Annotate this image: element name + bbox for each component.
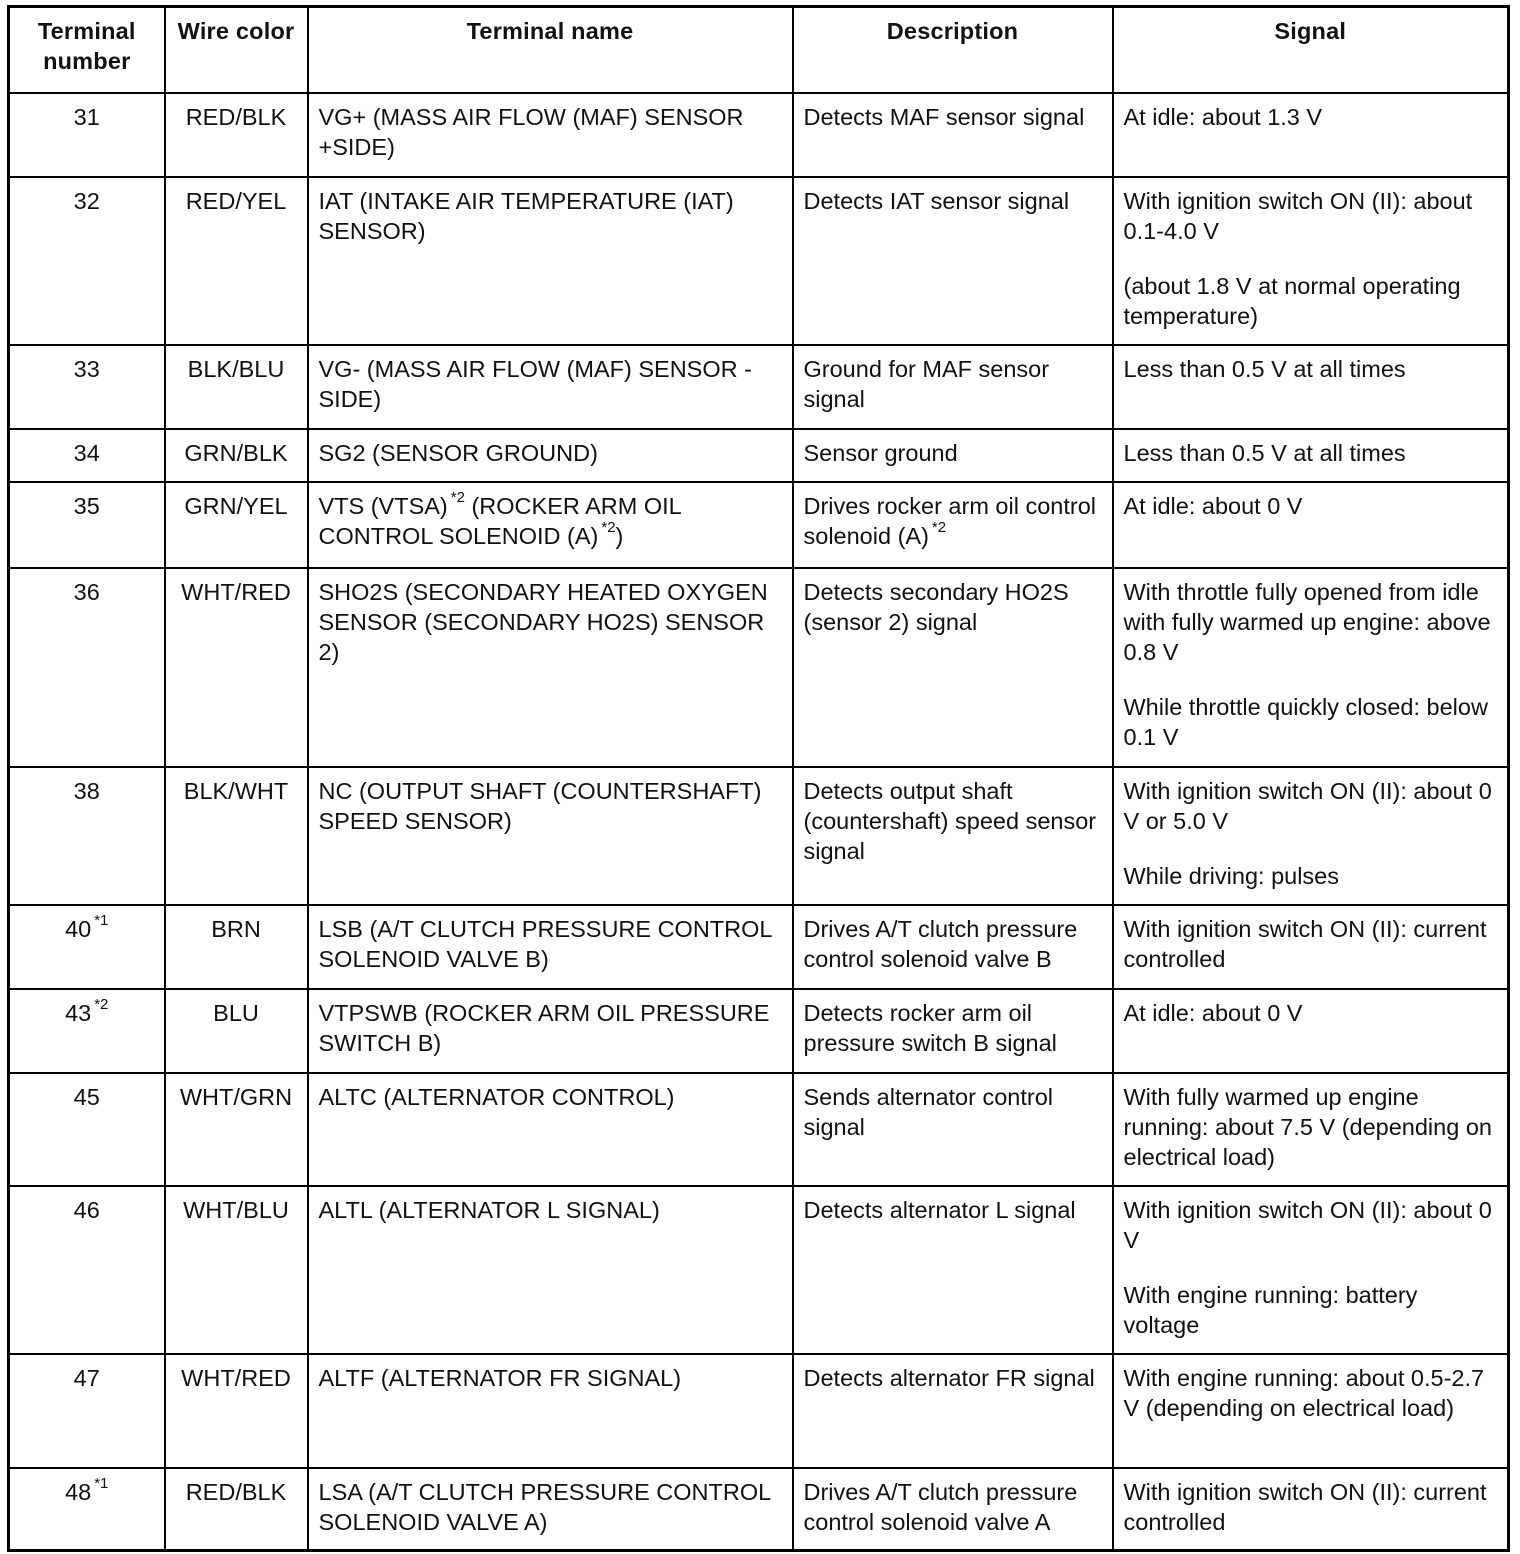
terminal-number-cell [9,905,165,989]
wire-color-cell: BLK/BLU [165,345,308,429]
terminal-number: 48 [65,1479,92,1505]
terminal-name-cell: SHO2S (SECONDARY HEATED OXYGEN SENSOR (SECONDARY HO2S) SENSOR 2) [308,568,793,767]
terminal-number: 36 [73,579,100,605]
signal-text: With fully warmed up engine running: about 7.5 V (depending on electrical load) [1123,1084,1492,1170]
terminal-number: 34 [73,440,100,466]
terminal-name-text: VTS (VTSA) [318,493,448,519]
signal-text: With ignition switch ON (II): about 0 V or 5.0 V [1123,778,1492,834]
wire-color-cell: BRN [165,905,308,989]
signal-cell [1113,429,1509,482]
table-row [9,1186,1509,1354]
table-row [9,568,1509,767]
footnote-marker: *2 [94,996,109,1013]
signal-cell [1113,1354,1509,1468]
table-row [9,345,1509,429]
signal-cell [1113,93,1509,177]
signal-cell [1113,905,1509,989]
signal-text: With throttle fully opened from idle with fully warmed up engine: above 0.8 V [1123,579,1491,665]
terminal-name-cell: VG+ (MASS AIR FLOW (MAF) SENSOR +SIDE) [308,93,793,177]
signal-text: With engine running: battery voltage [1123,1282,1418,1338]
signal-cell [1113,345,1509,429]
terminal-number-cell [9,767,165,905]
signal-text: (about 1.8 V at normal operating temperature) [1123,273,1461,329]
terminal-number-cell [9,568,165,767]
footnote-marker: *1 [94,1475,109,1492]
wire-color-cell: RED/BLK [165,1468,308,1550]
terminal-number-cell [9,93,165,177]
description-cell: Drives A/T clutch pressure control solenoid valve A [793,1468,1113,1550]
terminal-name-cell [308,482,793,568]
description-cell: Detects MAF sensor signal [793,93,1113,177]
signal-cell [1113,767,1509,905]
terminal-name-text: ) [615,523,624,549]
signal-cell [1113,482,1509,568]
terminal-number: 32 [73,188,100,214]
description-cell: Ground for MAF sensor signal [793,345,1113,429]
description-cell: Detects alternator L signal [793,1186,1113,1354]
description-cell: Detects rocker arm oil pressure switch B signal [793,989,1113,1073]
signal-text: With ignition switch ON (II): about 0 V [1123,1197,1492,1253]
terminal-number: 31 [73,104,100,130]
description-cell: Sensor ground [793,429,1113,482]
terminal-number-cell [9,429,165,482]
header-terminal-number: Terminal number [9,7,165,94]
header-wire-color: Wire color [165,7,308,94]
signal-cell [1113,989,1509,1073]
signal-text: With ignition switch ON (II): current controlled [1123,1479,1487,1535]
description-cell: Detects secondary HO2S (sensor 2) signal [793,568,1113,767]
signal-text: At idle: about 0 V [1123,1000,1303,1026]
wire-color-cell: RED/BLK [165,93,308,177]
terminal-number: 43 [65,1000,92,1026]
terminal-name-cell: NC (OUTPUT SHAFT (COUNTERSHAFT) SPEED SENSOR) [308,767,793,905]
terminal-number-cell [9,177,165,345]
table-row [9,93,1509,177]
terminal-name-cell: ALTL (ALTERNATOR L SIGNAL) [308,1186,793,1354]
terminal-number-cell [9,1354,165,1468]
terminal-number: 47 [73,1365,100,1391]
signal-text: Less than 0.5 V at all times [1123,440,1406,466]
terminal-number: 33 [73,356,100,382]
table-row [9,482,1509,568]
terminal-number-cell [9,1468,165,1550]
table-row [9,989,1509,1073]
table-row [9,1073,1509,1186]
header-signal: Signal [1113,7,1509,94]
terminal-name-text: (ROCKER ARM OIL CONTROL SOLENOID (A) [318,493,681,549]
description-text: Drives rocker arm oil control solenoid (A) [803,493,1097,549]
description-cell: Drives A/T clutch pressure control solenoid valve B [793,905,1113,989]
description-cell [793,482,1113,568]
terminal-table [7,5,1510,1552]
wire-color-cell: WHT/RED [165,568,308,767]
signal-text: With engine running: about 0.5-2.7 V (depending on electrical load) [1123,1365,1485,1421]
wire-color-cell: WHT/RED [165,1354,308,1468]
signal-cell [1113,1186,1509,1354]
signal-text: While driving: pulses [1123,863,1340,889]
terminal-number: 38 [73,778,100,804]
terminal-name-cell: IAT (INTAKE AIR TEMPERATURE (IAT) SENSOR) [308,177,793,345]
signal-text: With ignition switch ON (II): current controlled [1123,916,1487,972]
table-row [9,429,1509,482]
terminal-name-cell: LSA (A/T CLUTCH PRESSURE CONTROL SOLENOID VALVE A) [308,1468,793,1550]
terminal-number: 40 [65,916,92,942]
wire-color-cell: GRN/BLK [165,429,308,482]
table-header-row [9,7,1509,94]
table-row [9,905,1509,989]
wire-color-cell: BLU [165,989,308,1073]
terminal-number-cell [9,482,165,568]
table-row [9,767,1509,905]
signal-cell [1113,1468,1509,1550]
signal-text: While throttle quickly closed: below 0.1 V [1123,694,1488,750]
terminal-table-sheet [7,5,1507,1552]
wire-color-cell: BLK/WHT [165,767,308,905]
signal-text: At idle: about 1.3 V [1123,104,1323,130]
footnote-marker: *2 [450,489,465,506]
footnote-marker: *1 [94,912,109,929]
terminal-name-cell: VTPSWB (ROCKER ARM OIL PRESSURE SWITCH B) [308,989,793,1073]
signal-text: With ignition switch ON (II): about 0.1-4.0 V [1123,188,1473,244]
terminal-name-cell: LSB (A/T CLUTCH PRESSURE CONTROL SOLENOID VALVE B) [308,905,793,989]
terminal-number: 45 [73,1084,100,1110]
wire-color-cell: WHT/BLU [165,1186,308,1354]
table-row [9,1468,1509,1550]
signal-cell [1113,177,1509,345]
terminal-number-cell [9,345,165,429]
terminal-name-cell: VG- (MASS AIR FLOW (MAF) SENSOR -SIDE) [308,345,793,429]
terminal-number-cell [9,1073,165,1186]
description-cell: Sends alternator control signal [793,1073,1113,1186]
signal-cell [1113,568,1509,767]
description-cell: Detects alternator FR signal [793,1354,1113,1468]
terminal-number-cell [9,989,165,1073]
table-row [9,177,1509,345]
terminal-name-cell: SG2 (SENSOR GROUND) [308,429,793,482]
wire-color-cell: RED/YEL [165,177,308,345]
terminal-name-cell: ALTF (ALTERNATOR FR SIGNAL) [308,1354,793,1468]
wire-color-cell: GRN/YEL [165,482,308,568]
footnote-marker: *2 [931,519,947,536]
description-cell: Detects IAT sensor signal [793,177,1113,345]
description-cell: Detects output shaft (countershaft) speed sensor signal [793,767,1113,905]
signal-cell [1113,1073,1509,1186]
terminal-name-cell: ALTC (ALTERNATOR CONTROL) [308,1073,793,1186]
header-description: Description [793,7,1113,94]
footnote-marker: *2 [601,519,616,536]
table-row [9,1354,1509,1468]
terminal-number: 35 [73,493,100,519]
wire-color-cell: WHT/GRN [165,1073,308,1186]
signal-text: At idle: about 0 V [1123,493,1303,519]
terminal-number-cell [9,1186,165,1354]
header-terminal-name: Terminal name [308,7,793,94]
terminal-number: 46 [73,1197,100,1223]
signal-text: Less than 0.5 V at all times [1123,356,1406,382]
